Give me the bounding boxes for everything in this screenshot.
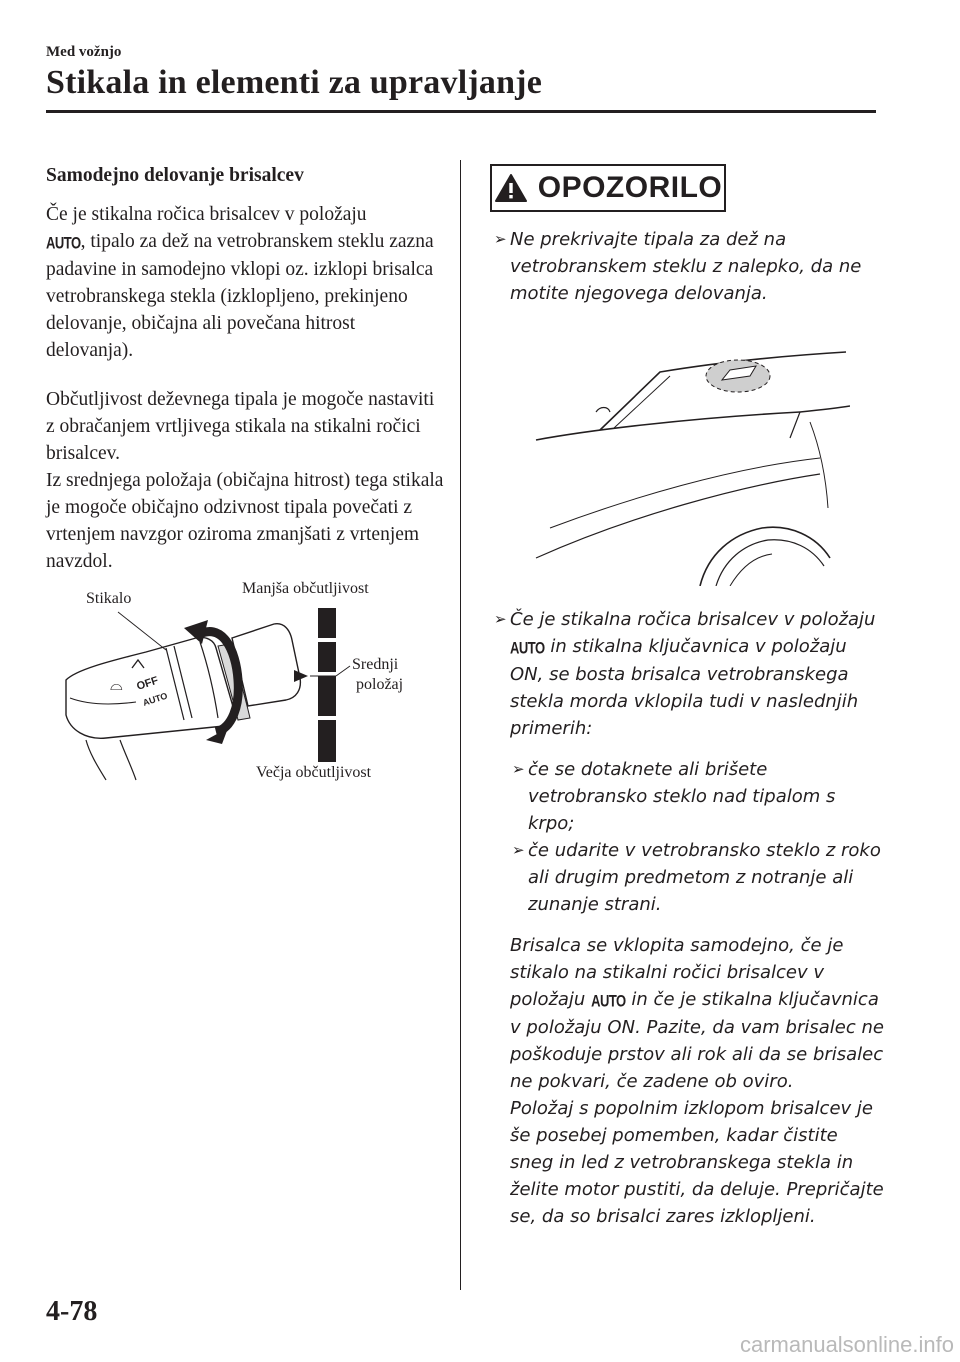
warning-text: Če je stikalna ročica brisalcev v položaju: [510, 609, 876, 630]
wiper-icon: ⌓: [110, 677, 123, 694]
left-column: [46, 162, 446, 575]
car-windshield-illustration: [520, 348, 850, 586]
bullet-arrow-icon: ➢: [494, 610, 507, 628]
paragraph-sensitivity-adjust: Iz srednjega položaja (običajna hitrost) tega stikala je mogoče običajno odzivnost tipala povečati z vrtenjem navzgor oziroma zmanjšati z vrtenjem navzdol.: [46, 470, 444, 572]
bullet-arrow-icon: ➢: [494, 230, 507, 248]
right-column-lower: [494, 606, 884, 1230]
paragraph-auto-operation: [46, 201, 446, 364]
lever-auto-label: AUTO: [141, 690, 169, 708]
auto-symbol: AUTO: [591, 990, 626, 1011]
page-title: Stikala in elementi za upravljanje: [46, 64, 542, 101]
warning-label: OPOZORILO: [537, 171, 723, 204]
warning-header: [490, 164, 726, 212]
sensitivity-segment: [318, 720, 336, 762]
header-rule: [46, 110, 876, 113]
warning-text: in če je stikalna ključavnica v položaju ON. Pazite, da vam brisalec ne poškoduje prstov ali rok ali da se brisalec ne pokvari, če zadene ob oviro.: [510, 989, 884, 1092]
page-number: 4-78: [46, 1296, 98, 1327]
sensitivity-segment: [318, 676, 336, 716]
label-less-sensitivity: Manjša občutljivost: [242, 580, 369, 597]
sensitivity-segment: [318, 608, 336, 638]
bullet-arrow-icon: ➢: [512, 841, 525, 859]
sub-heading: Samodejno delovanje brisalcev: [46, 165, 304, 186]
sensitivity-segment: [318, 642, 336, 672]
warning-text: če udarite v vetrobransko steklo z roko ali drugim predmetom z notranje ali zunanje strani.: [528, 840, 881, 915]
right-column: [494, 226, 884, 307]
label-middle-1: Srednji: [352, 656, 399, 673]
section-label: Med vožnjo: [46, 44, 122, 60]
warning-text: če se dotaknete ali brišete vetrobransko steklo nad tipalom s krpo;: [528, 759, 836, 834]
warning-paragraph: [494, 932, 884, 1095]
watermark: carmanualsonline.info: [739, 1332, 954, 1357]
warning-paragraph: Položaj s popolnim izklopom brisalcev je še posebej pomemben, kadar čistite sneg in led z vetrobranskega stekla in želite motor pustiti, da deluje. Prepričajte se, da so brisalci zares izklopljeni.: [510, 1098, 884, 1227]
label-middle-2: položaj: [356, 676, 404, 693]
paragraph-text: Če je stikalna ročica brisalcev v položaju: [46, 204, 367, 225]
warning-triangle-icon: [494, 173, 528, 203]
warning-sub-item: [494, 756, 884, 837]
warning-sub-item: [494, 837, 884, 918]
lever-off-label: OFF: [135, 674, 160, 693]
warning-item: [494, 226, 884, 307]
label-switch: Stikalo: [86, 590, 132, 607]
warning-text: Brisalca se vklopita samodejno, če je stikalo na stikalni ročici brisalcev v položaju: [510, 935, 844, 1010]
paragraph-text: , tipalo za dež na vetrobranskem steklu zazna padavine in samodejno vklopi oz. izklopi brisalca vetrobranskega stekla (izklopljeno, prekinjeno delovanje, običajna ali povečana hitrost delovanja).: [46, 231, 434, 361]
warning-item: [494, 606, 884, 742]
middle-position-marker: [294, 670, 308, 682]
bullet-arrow-icon: ➢: [512, 760, 525, 778]
warning-text: in stikalna ključavnica v položaju ON, se bosta brisalca vetrobranskega stekla morda vklopila tudi v naslednjih primerih:: [510, 636, 859, 739]
column-divider: [460, 160, 461, 1290]
auto-symbol: AUTO: [510, 637, 545, 658]
label-more-sensitivity: Večja občutljivost: [256, 764, 372, 781]
paragraph-sensitivity: Občutljivost deževnega tipala je mogoče nastaviti z obračanjem vrtljivega stikala na stikalni ročici brisalcev.: [46, 389, 435, 464]
auto-symbol: AUTO: [46, 232, 81, 253]
warning-text: Ne prekrivajte tipala za dež na vetrobranskem steklu z nalepko, da ne motite njegovega delovanja.: [510, 229, 862, 304]
